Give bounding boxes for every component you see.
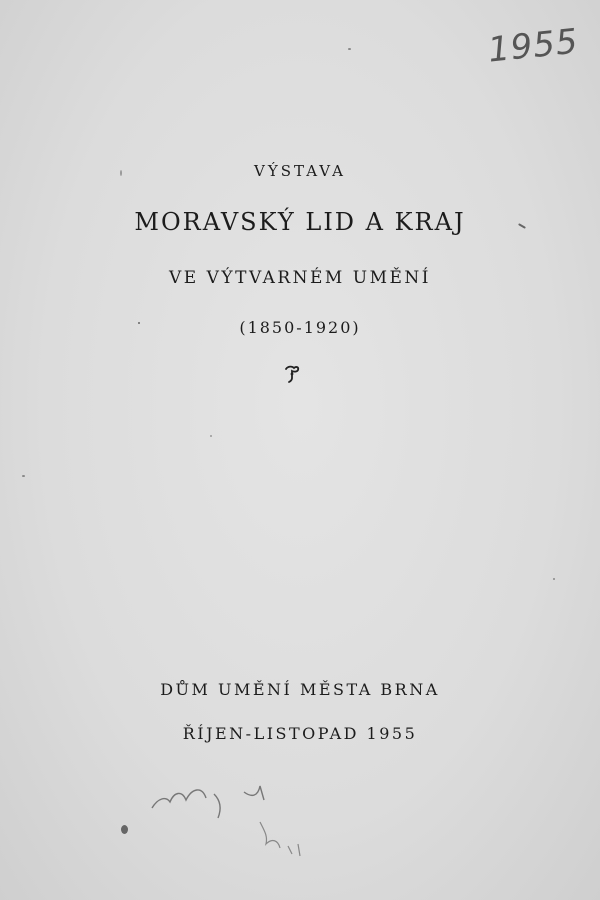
exhibition-years: (1850-1920): [239, 318, 361, 337]
paper-speck: [121, 825, 128, 834]
venue-text: DŮM UMĚNÍ MĚSTA BRNA: [160, 680, 440, 699]
exhibition-title: MORAVSKÝ LID A KRAJ: [134, 208, 466, 236]
dates-text: ŘÍJEN-LISTOPAD 1955: [182, 724, 418, 743]
paper-speck: [553, 578, 555, 580]
floral-ornament-icon: [283, 364, 301, 384]
paper-speck: [210, 435, 212, 437]
handwritten-scribble: [148, 778, 328, 868]
handwritten-year-note: 1955: [486, 21, 581, 71]
exhibition-subtitle: VE VÝTVARNÉM UMĚNÍ: [169, 268, 431, 288]
paper-speck: [138, 322, 140, 324]
paper-speck: [120, 170, 122, 176]
paper-speck: [348, 48, 351, 50]
exhibition-label: VÝSTAVA: [254, 162, 346, 180]
paper-speck: [22, 475, 25, 477]
